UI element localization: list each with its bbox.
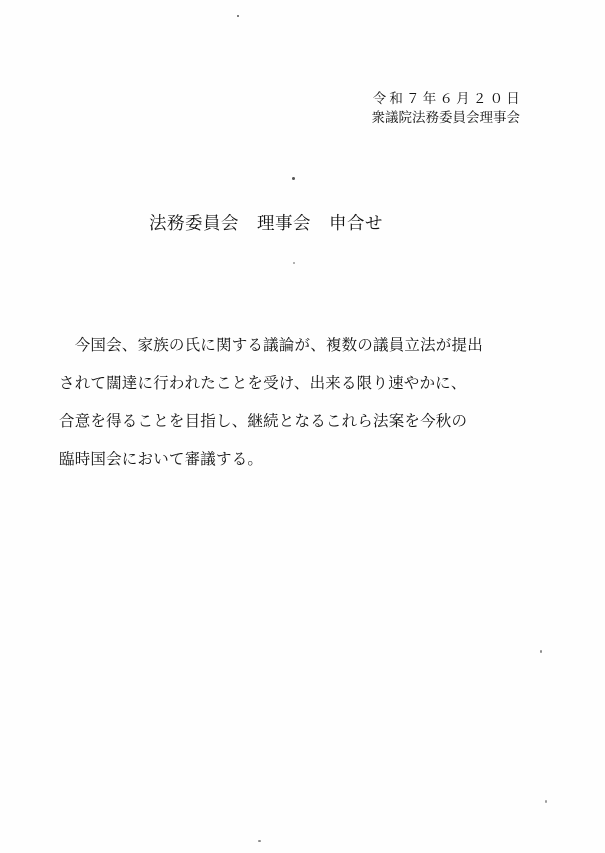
scan-speck xyxy=(237,15,239,17)
document-date: 令和７年６月２０日 xyxy=(372,91,523,107)
issuing-organization: 衆議院法務委員会理事会 xyxy=(371,110,520,126)
scan-speck xyxy=(258,840,261,842)
scan-speck xyxy=(293,262,295,264)
scan-speck xyxy=(545,800,547,803)
body-line: されて闊達に行われたことを受け、出来る限り速やかに、 xyxy=(59,374,467,392)
document-title: 法務委員会 理事会 申合せ xyxy=(149,214,383,234)
scan-speck xyxy=(292,177,295,180)
body-line: 合意を得ることを目指し、継続となるこれら法案を今秋の xyxy=(59,412,468,430)
document-body xyxy=(59,326,529,478)
body-line: 今国会、家族の氏に関する議論が、複数の議員立法が提出 xyxy=(59,336,483,354)
scan-speck xyxy=(540,650,542,653)
document-header xyxy=(372,90,521,128)
body-line: 臨時国会において審議する。 xyxy=(59,450,264,468)
